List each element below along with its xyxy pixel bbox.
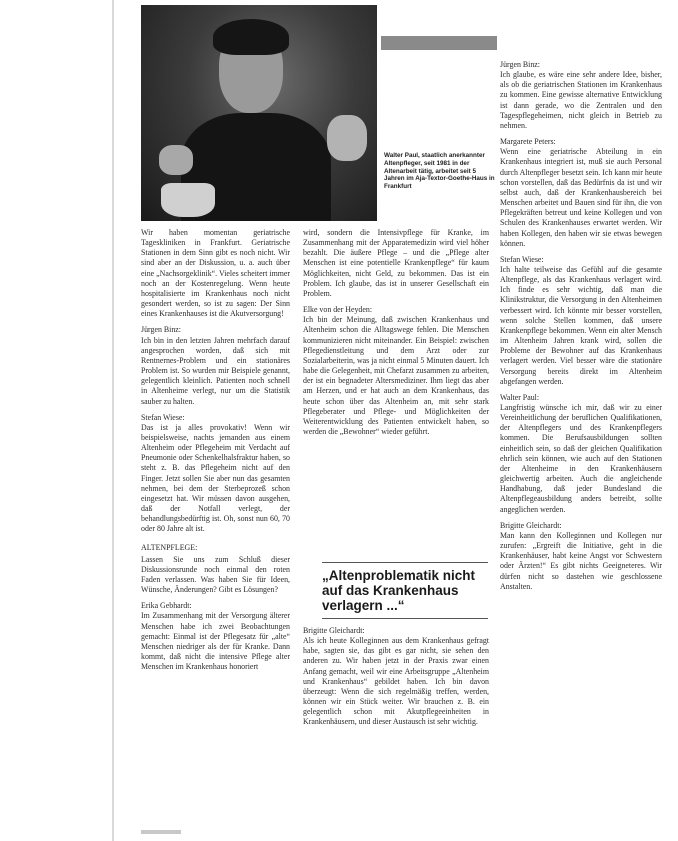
speaker-name: Jürgen Binz: (500, 60, 540, 69)
paragraph: Wenn eine geriatrische Abteilung in ein Krankenhaus integriert ist, muß sie auch Personal durch Altenpfleger besetzt sein. Ich kann mir heute schon vorstellen, daß das Bedürfnis da ist und wir selbst auch, daß der Krankenhausbereich bei Menschen arbeitet und Bauen sind für ihn, die von Pflegekräften betreut und keine Kollegen und von Schulen des Krankenhauses erwartet werden. Wir haben Kollegen, den haben wir sie etwas bewegen können. (500, 147, 662, 248)
speaker-name: Erika Gebhardt: (141, 601, 192, 611)
column-3 (500, 60, 662, 596)
paragraph: Ich halte teilweise das Gefühl auf die gesamte Altenpflege, als das Krankenhaus verlagert wird. Ich finde es sehr wichtig, daß man die Klinikstruktur, die Versorgung in den Altenheimen verbessert wird. Ich könnte mir besser vorstellen, wenn solche Stellen kommen, daß unsere Krankenpflege bekommen. Wenn ein alter Mensch im Altenheim Jahren krank wird, sollen die Probleme der Bewohner auf das Krankenhaus verlagert werden. Viel besser wäre die stationäre Versorgung bereits direkt im Altenheim abgefangen werden. (500, 264, 662, 386)
speaker-name: Jürgen Binz: (141, 325, 181, 335)
photo-caption: Walter Paul, staatlich anerkannter Altenpfleger, seit 1981 in der Altenarbeit tätig, arbeitet seit 5 Jahren im Aja-Textor-Goethe-Haus in Frankfurt (384, 152, 495, 191)
speaker-name: Stefan Wiese: (500, 254, 544, 264)
paragraph: Als ich heute Kolleginnen aus dem Krankenhaus gefragt habe, sagten sie, das gibt es gar nicht, sie sehen den anderen zu. Wir haben jetzt in der Praxis zwar einen Anfang gemacht, weil wir eine Arbeitsgruppe „Altenheim und Krankenhaus“ gebildet haben. Ich bin davon überzeugt: Wenn die sich regelmäßig treffen, werden, können wir ein Stück weiter. Wir brauchen z. B. ein gelegentlich schon mit Akutpflegeeinheiten in Krankenhäusern, und dieser Austausch ist sehr wichtig. (303, 636, 489, 727)
photo-cup-shape (161, 183, 215, 217)
speaker-name: Walter Paul: (500, 392, 540, 402)
photo-hair-shape (213, 19, 289, 55)
paragraph: Langfristig wünsche ich mir, daß wir zu einer Vereinheitlichung der beruflichen Qualifikationen, der Altenpflegers und des Krankenpflegers kommen. Die Berufsausbildungen sollten einheitlich sein, so daß der gleichen Qualifikation ehrlich sein können, wie auch auf den Stationen der Altenheime in den Krankenhäusern gleichwertig arbeiten. Auch die angleichende Handhabung, daß jeder Bundesland die Altenpflegeausbildung anders betreibt, sollte angeglichen werden. (500, 403, 662, 514)
portrait-photo (141, 5, 377, 221)
column-2 (303, 228, 489, 441)
paragraph: Lassen Sie uns zum Schluß dieser Diskussionsrunde noch einmal den roten Faden verlassen. Was haben Sie für Ideen, Wünsche, Änderungen? Gibt es Lösungen? (141, 554, 290, 595)
paragraph: Ich bin in den letzten Jahren mehrfach darauf angesprochen worden, daß sich mit Rentnernes-Problem und ein stationäres Problem ist. So wurden mir Beispiele genannt, gelegentlich kleinlich. Patienten noch schnell in Altenheime verlegt, nur um die Statistik sauber zu halten. (141, 335, 290, 406)
decorative-bar (381, 36, 497, 50)
paragraph: wird, sondern die Intensivpflege für Kranke, im Zusammenhang mit der Apparatemedizin wird viel höher bezahlt. Die äußere Pflege – und die „Pflege alter Menschen ist eine potentielle Krankenpflege“ für kaum Möglichkeiten, nicht Geld, zu bekommen. Das ist ein Problem. Ich glaube, das ist in unserer Gesellschaft ein Problem. (303, 228, 489, 298)
paragraph: Ich bin der Meinung, daß zwischen Krankenhaus und Altenheim schon die Alltagswege fehlen. Die Menschen kommunizieren nicht miteinander. Ein Beispiel: zwischen Pflegedienstleitung und dem Arzt oder zur Sozialarbeiterin, was ja nicht einmal 5 Minuten dauert. Ich habe die Gelegenheit, mit Chefarzt zusammen zu arbeiten, der ist ein begnadeter Altersmediziner. Ihm liegt das aber am Herzen, und er hat auch an dem Krankenhaus, das heute schon über das Altenheim an, mit sehr stark Pflegeberater und Pflege- und Möglichkeiten der Weiterentwicklung des Patienten entwickelt haben, so werden die „Bewohner“ wieder geführt. (303, 315, 489, 436)
photo-hand-shape (159, 145, 193, 175)
photo-hand-shape (327, 115, 367, 161)
paragraph: Man kann den Kolleginnen und Kollegen nur zurufen: „Ergreift die Initiative, geht in die Krankenhäuser, habt keine Angst vor Schwestern oder Ärzten!“ Es gibt nichts Geeigneteres. Wir dürfen nicht so dastehen wie geschlossene Anstalten. (500, 530, 662, 591)
paragraph: Ich glaube, es wäre eine sehr andere Idee, bisher, als ob die geriatrischen Stationen im Krankenhaus zu kommen. Eine gewisse alternative Entwicklung ist dann gerade, wo die Zentralen und den Tagespflegeheimen, nicht gleich in Betrieb zu nehmen. (500, 70, 662, 130)
speaker-name: Brigitte Gleichardt: (303, 626, 365, 635)
paragraph: Im Zusammenhang mit der Versorgung älterer Menschen habe ich zwei Beobachtungen gemacht: Einmal ist der Pflegesatz für „alte“ Menschen niedriger als der für Kranke. Dann kommt, daß nicht die intensive Pflege alter Menschen im Krankenhaus honoriert (141, 611, 290, 672)
speaker-name: Stefan Wiese: (141, 412, 185, 422)
speaker-name: Elke von der Heyden: (303, 305, 373, 315)
paragraph: Das ist ja alles provokativ! Wenn wir beispielsweise, nachts jemanden aus einem Altenheim oder Pflegeheim mit Verdacht auf Pneumonie oder Schenkelhalsfraktur haben, so steht z. B. das Pflegeheim nicht auf den Finger. Jetzt sollen Sie aber nun das gesamten nehmen, bei dem der Sterbeprozeß schon eingesetzt hat. Wir müssen davon ausgehen, daß der Notfall verlegt, der behandlungsbedürftig ist. Oh, sonst nun 60, 70 oder 80 Jahre alt ist. (141, 422, 290, 534)
column-2-continued (303, 626, 489, 732)
pullquote: „Altenproblematik nicht auf das Krankenhaus verlagern ...“ (322, 568, 476, 613)
footer-mark (141, 830, 181, 834)
section-heading: ALTENPFLEGE: (141, 542, 198, 552)
speaker-name: Brigitte Gleichardt: (500, 520, 562, 530)
pullquote-rule-top (322, 562, 488, 563)
pullquote-rule-bottom (322, 618, 488, 619)
column-1 (141, 228, 290, 676)
page-edge (112, 0, 114, 841)
paragraph: Wir haben momentan geriatrische Tageskliniken in Frankfurt. Geriatrische Stationen in dem Sinn gibt es noch nicht. Wir sind aber an der Diskussion, u. a. auch über eine „Nachsorgeklinik“. Vieles scheitert immer noch an der Kostenregelung. Wenn heute hospitalisierte im Krankenhaus noch nicht gesondert werden, so ist zu sagen: Der Sinn eines Krankenhauses ist die Akutversorgung! (141, 228, 290, 319)
speaker-name: Margarete Peters: (500, 137, 556, 147)
